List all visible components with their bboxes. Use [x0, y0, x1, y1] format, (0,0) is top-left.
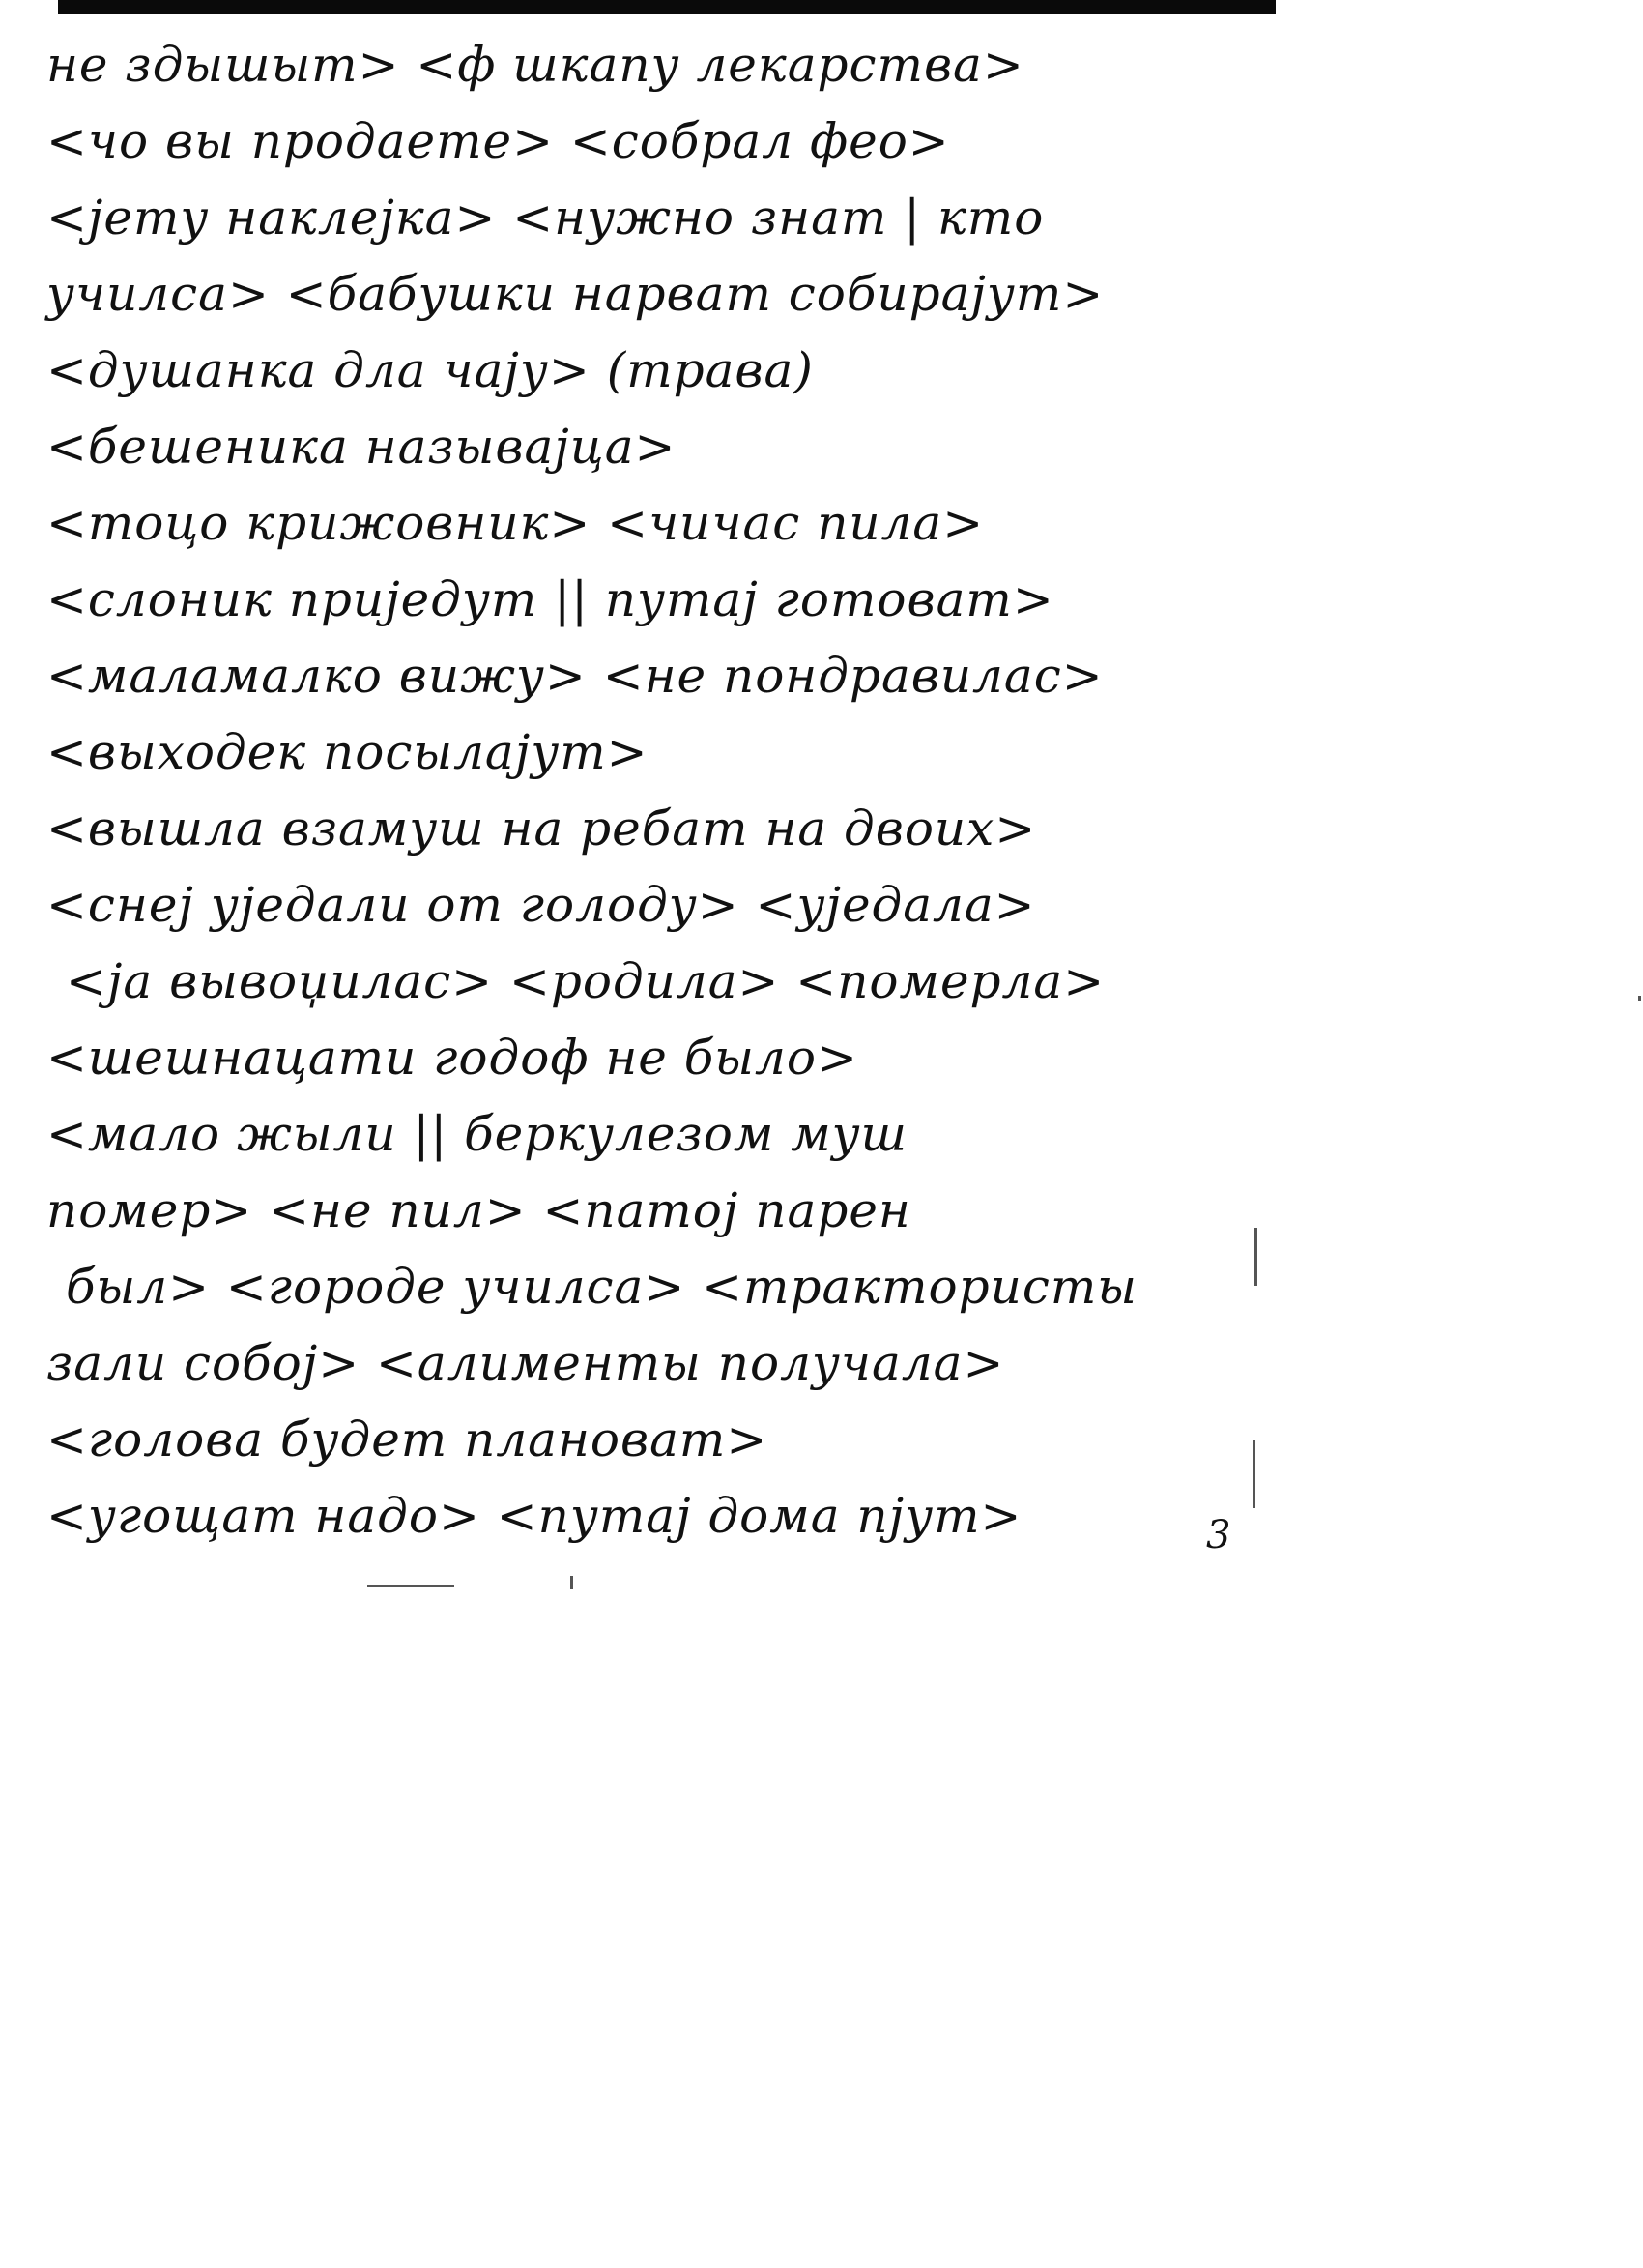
text-line: <слоник приједут || путај готоват>	[46, 571, 1054, 627]
scan-mark	[1638, 996, 1641, 1001]
text-line: <бешеника называјца>	[46, 419, 677, 475]
handwritten-text	[46, 27, 1254, 1555]
text-line: <угощат надо> <путај дома пјут>	[46, 1488, 1023, 1544]
text-line: помер> <не пил> <патој парен	[46, 1182, 911, 1238]
text-line: <шешнацати годоф не было>	[46, 1030, 858, 1086]
text-line: был> <городе училса> <трактористы	[66, 1259, 1139, 1315]
scan-mark	[1253, 1440, 1255, 1508]
text-line: <выходек посылајут>	[46, 724, 649, 780]
text-line: <јету наклејка> <нужно знат | кто	[46, 189, 1045, 246]
scan-top-edge	[58, 0, 1276, 14]
text-line: <снеј уједали от голоду> <уједала>	[46, 877, 1036, 933]
text-line: <ја вывоџилас> <родила> <померла>	[66, 953, 1106, 1009]
scan-mark	[570, 1576, 573, 1589]
text-line: <тоцо крижовник> <чичас пила>	[46, 495, 985, 551]
text-line: не здышыт> <ф шкапу лекарства>	[46, 37, 1024, 93]
page-number: 3	[1206, 1513, 1231, 1557]
scan-mark	[1254, 1228, 1257, 1286]
text-line: <чо вы продаете> <собрал фео>	[46, 113, 950, 169]
text-line: зали собој> <алименты получала>	[46, 1335, 1005, 1391]
text-line: <маламалко вижу> <не пондравилас>	[46, 648, 1104, 704]
text-line: <вышла взамуш на ребат на двоих>	[46, 800, 1037, 857]
scan-mark	[367, 1585, 454, 1587]
text-line: <голова будет плановат>	[46, 1411, 768, 1468]
text-line: <душанка дла чају> (трава)	[46, 342, 814, 398]
text-line: училса> <бабушки нарват собирајут>	[46, 266, 1105, 322]
text-line: <мало жыли || беркулезом муш	[46, 1106, 908, 1162]
